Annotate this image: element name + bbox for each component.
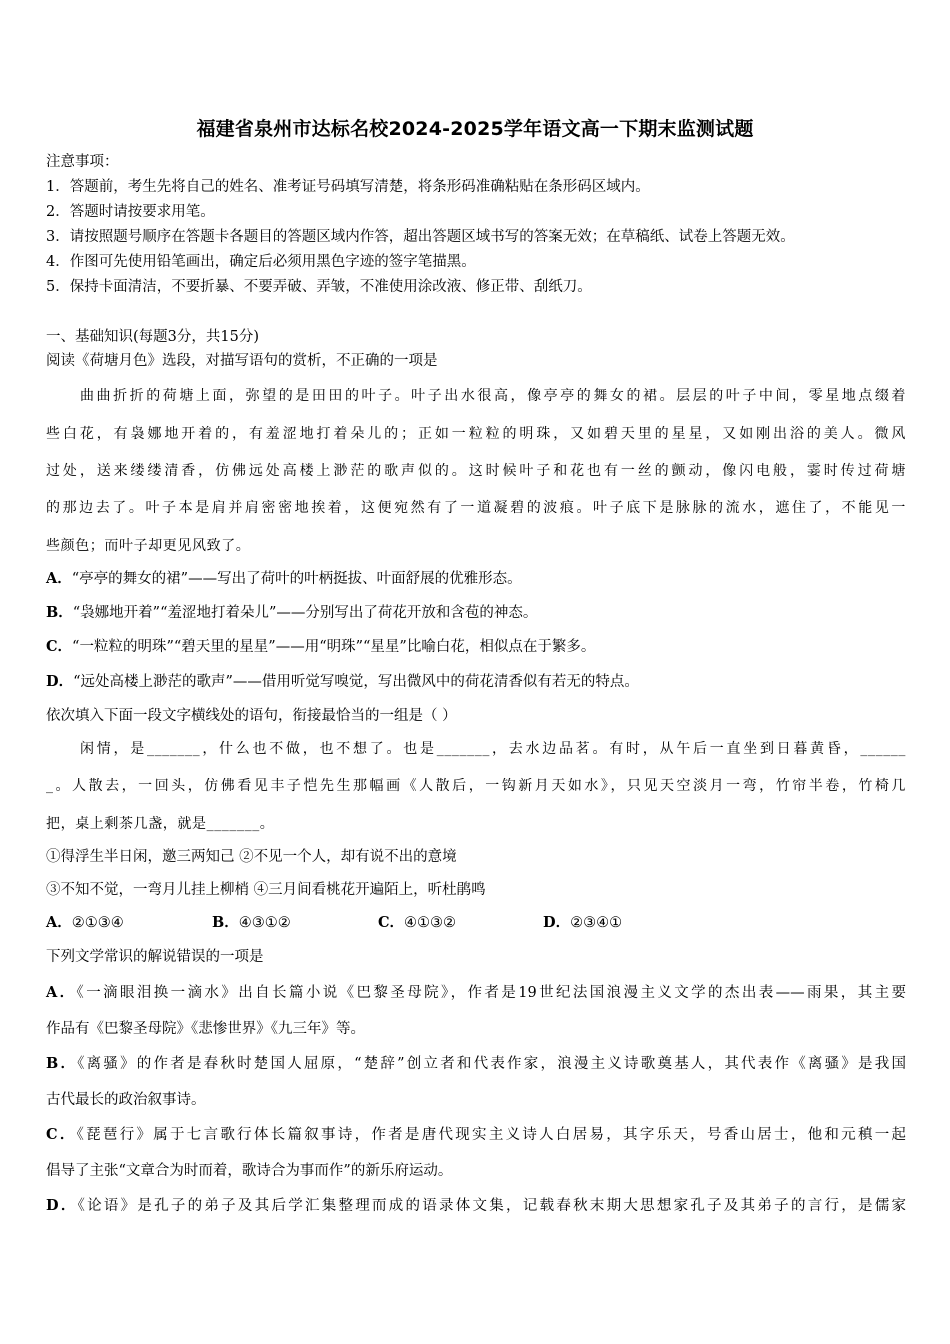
option-d: D．“远处高楼上渺茫的歌声”——借用听觉写嗅觉，写出微风中的荷花清香似有若无的特点。: [46, 673, 639, 690]
notice-item: 4．作图可先使用铅笔画出，确定后必须用黑色字迹的签字笔描黑。: [46, 254, 476, 270]
option-a: A．“亭亭的舞女的裙”——写出了荷叶的叶柄挺拔、叶面舒展的优雅形态。: [46, 570, 522, 587]
passage-line: 的那边去了。叶子本是肩并肩密密地挨着，这便宛然有了一道凝碧的波痕。叶子底下是脉脉的流水，遮住了，不能见一: [46, 500, 906, 516]
option-c: C．“一粒粒的明珠”“碧天里的星星”——用“明珠”“星星”比喻白花，相似点在于繁多。: [46, 638, 596, 655]
option-c: C．《琵琶行》属于七言歌行体长篇叙事诗，作者是唐代现实主义诗人白居易，其字乐天，号香山居士，他和元稹一起: [46, 1126, 907, 1143]
option-c: C．④①③②: [378, 914, 457, 931]
option-a: A．《一滴眼泪换一滴水》出自长篇小说《巴黎圣母院》，作者是19世纪法国浪漫主义文学的杰出表——雨果，其主要: [46, 984, 906, 1001]
option-d: D．②③④①: [543, 914, 623, 931]
option-a: A．②①③④: [46, 914, 124, 931]
question-stem: 下列文学常识的解说错误的一项是: [46, 949, 264, 965]
section-heading: 一、基础知识(每题3分，共15分): [46, 329, 259, 345]
page-title: 福建省泉州市达标名校2024-2025学年语文高一下期末监测试题: [196, 118, 754, 140]
option-b: B．④③①②: [212, 914, 291, 931]
passage-line: 过处，送来缕缕清香，仿佛远处高楼上渺茫的歌声似的。这时候叶子和花也有一丝的颤动，像闪电般，霎时传过荷塘: [46, 463, 906, 479]
question-stem: 阅读《荷塘月色》选段，对描写语句的赏析，不正确的一项是: [46, 353, 438, 369]
notice-item: 3．请按照题号顺序在答题卡各题目的答题区域内作答，超出答题区域书写的答案无效；在草稿纸、试卷上答题无效。: [46, 229, 795, 245]
notice-item: 5．保持卡面清洁，不要折暴、不要弄破、弄皱，不准使用涂改液、修正带、刮纸刀。: [46, 279, 592, 295]
passage-line: _。人散去，一回头，仿佛看见丰子恺先生那幅画《人散后，一钩新月天如水》，只见天空淡月一弯，竹帘半卷，竹椅几: [46, 778, 906, 794]
option-d: D．《论语》是孔子的弟子及其后学汇集整理而成的语录体文集，记载春秋末期大思想家孔子及其弟子的言行，是儒家: [46, 1197, 906, 1214]
choice-line: ③不知不觉，一弯月儿挂上柳梢 ④三月间看桃花开遍陌上，听杜鹃鸣: [46, 882, 486, 898]
question-stem: 依次填入下面一段文字横线处的语句，衔接最恰当的一组是（ ）: [46, 708, 457, 724]
option-a-continued: 作品有《巴黎圣母院》《悲惨世界》《九三年》等。: [46, 1021, 365, 1037]
passage-line: 把，桌上剩茶几盏，就是_______。: [46, 816, 275, 832]
passage-line: 些颜色；而叶子却更见风致了。: [46, 538, 251, 554]
notice-item: 2．答题时请按要求用笔。: [46, 204, 215, 220]
passage-line: 些白花，有袅娜地开着的，有羞涩地打着朵儿的；正如一粒粒的明珠，又如碧天里的星星，又如刚出浴的美人。微风: [46, 426, 906, 442]
option-b: B．《离骚》的作者是春秋时楚国人屈原，“楚辞”创立者和代表作家，浪漫主义诗歌奠基人，其代表作《离骚》是我国: [46, 1055, 906, 1072]
choice-line: ①得浮生半日闲，邀三两知己 ②不见一个人，却有说不出的意境: [46, 849, 457, 865]
option-b-continued: 古代最长的政治叙事诗。: [46, 1092, 206, 1108]
notice-item: 1．答题前，考生先将自己的姓名、准考证号码填写清楚，将条形码准确粘贴在条形码区域内。: [46, 179, 650, 195]
notice-heading: 注意事项：: [46, 154, 119, 170]
passage-line: 闲情，是_______，什么也不做，也不想了。也是_______，去水边品茗。有时，从午后一直坐到日暮黄昏，______: [80, 741, 906, 757]
option-c-continued: 倡导了主张“文章合为时而着，歌诗合为事而作”的新乐府运动。: [46, 1163, 453, 1179]
passage-line: 曲曲折折的荷塘上面，弥望的是田田的叶子。叶子出水很高，像亭亭的舞女的裙。层层的叶子中间，零星地点缀着: [80, 388, 906, 404]
option-b: B．“袅娜地开着”“羞涩地打着朵儿”——分别写出了荷花开放和含苞的神态。: [46, 604, 538, 621]
